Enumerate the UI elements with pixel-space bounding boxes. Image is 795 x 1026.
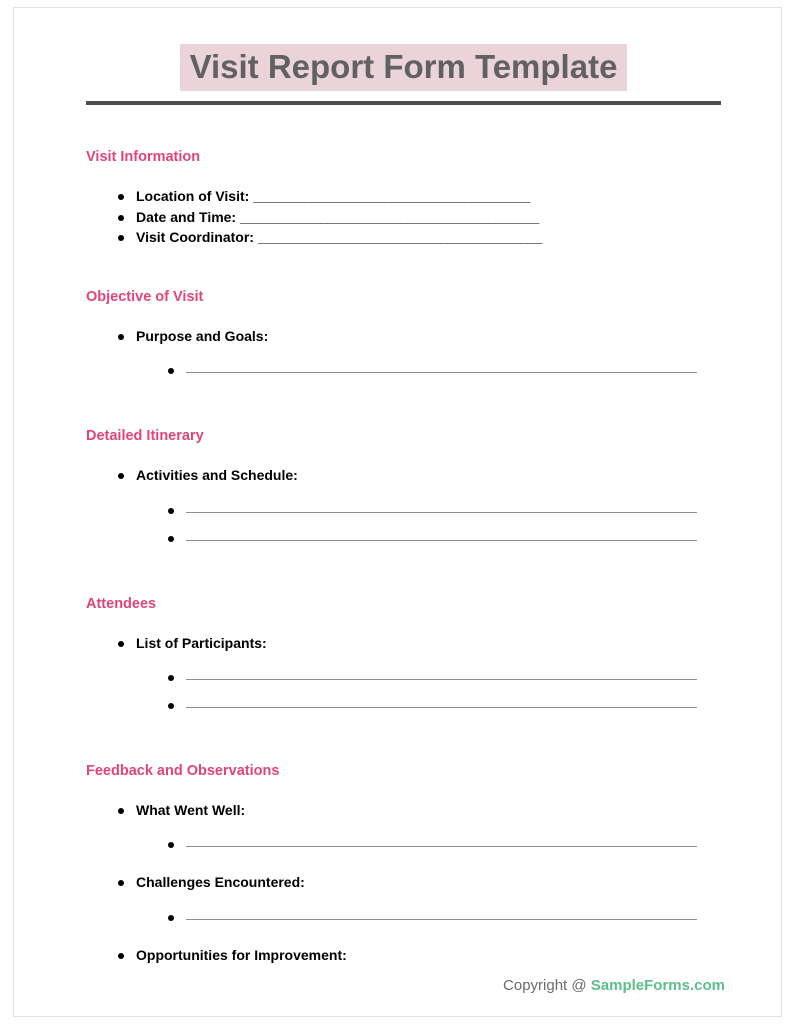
- sublist-wrap: [86, 498, 721, 554]
- document-page: [14, 8, 781, 1016]
- field-label-challenges-encountered: Challenges Encountered:: [136, 874, 305, 891]
- title-divider: [86, 101, 721, 105]
- list-item: [86, 186, 721, 206]
- sublist-wrap: [86, 905, 721, 933]
- page-title: Visit Report Form Template: [180, 44, 628, 91]
- sublist-detailed-itinerary: [86, 498, 721, 554]
- answer-rule: [186, 372, 697, 373]
- field-label-purpose-and-goals: Purpose and Goals:: [136, 328, 269, 345]
- answer-line-item[interactable]: [86, 526, 721, 554]
- section-heading-attendees: Attendees: [86, 595, 157, 612]
- spacer: [86, 305, 721, 326]
- list-feedback-challenges: [86, 872, 721, 892]
- list-item: [86, 872, 721, 892]
- fill-in-line[interactable]: _______________________________________: [257, 228, 543, 245]
- answer-rule: [186, 846, 697, 847]
- answer-line-item[interactable]: [86, 905, 721, 933]
- list-item: [86, 800, 721, 820]
- answer-rule: [186, 512, 697, 513]
- footer-copyright: [503, 977, 725, 994]
- field-label-date-and-time: Date and Time:: [136, 208, 237, 225]
- field-label-what-went-well: What Went Well:: [136, 802, 246, 819]
- field-label-activities-and-schedule: Activities and Schedule:: [136, 467, 298, 484]
- fill-in-line[interactable]: _________________________________________: [240, 208, 539, 225]
- list-wrap: [86, 945, 721, 965]
- section-heading-feedback-and-observations: Feedback and Observations: [86, 763, 280, 780]
- sublist-wrap: [86, 665, 721, 721]
- list-feedback-and-observations: [86, 800, 721, 820]
- list-item: [86, 465, 721, 485]
- answer-line-item[interactable]: [86, 498, 721, 526]
- section-heading-objective-of-visit: Objective of Visit: [86, 289, 204, 306]
- list-item: [86, 945, 721, 965]
- answer-rule: [186, 919, 697, 920]
- sublist-wrap: [86, 358, 721, 386]
- section-heading-detailed-itinerary: Detailed Itinerary: [86, 428, 204, 445]
- sublist-wrap: [86, 832, 721, 860]
- copyright-text: Copyright @: [503, 977, 591, 994]
- sublist-what-went-well: [86, 832, 721, 860]
- answer-line-item[interactable]: [86, 693, 721, 721]
- list-item: [86, 633, 721, 653]
- list-item: [86, 227, 721, 247]
- answer-line-item[interactable]: [86, 665, 721, 693]
- list-wrap: [86, 872, 721, 892]
- title-block: [86, 44, 721, 91]
- answer-rule: [186, 679, 697, 680]
- field-label-visit-coordinator: Visit Coordinator:: [136, 228, 254, 245]
- list-feedback-opportunities: [86, 945, 721, 965]
- answer-line-item[interactable]: [86, 832, 721, 860]
- section-heading-visit-information: Visit Information: [86, 149, 201, 166]
- brand-link[interactable]: SampleForms.com: [590, 977, 725, 994]
- answer-rule: [186, 540, 697, 541]
- list-objective-of-visit: [86, 326, 721, 346]
- list-item: [86, 326, 721, 346]
- spacer: [86, 444, 721, 465]
- list-visit-information: [86, 186, 721, 247]
- list-attendees: [86, 633, 721, 653]
- document-body: [14, 8, 781, 1016]
- field-label-list-of-participants: List of Participants:: [136, 634, 267, 651]
- spacer: [86, 612, 721, 633]
- sublist-challenges-encountered: [86, 905, 721, 933]
- list-item: [86, 207, 721, 227]
- field-label-location-of-visit: Location of Visit:: [136, 188, 250, 205]
- field-label-opportunities-for-improvement: Opportunities for Improvement:: [136, 946, 347, 963]
- list-detailed-itinerary: [86, 465, 721, 485]
- sublist-attendees: [86, 665, 721, 721]
- answer-rule: [186, 707, 697, 708]
- spacer: [86, 165, 721, 186]
- sublist-objective-of-visit: [86, 358, 721, 386]
- fill-in-line[interactable]: ______________________________________: [253, 188, 531, 205]
- answer-line-item[interactable]: [86, 358, 721, 386]
- spacer: [86, 779, 721, 800]
